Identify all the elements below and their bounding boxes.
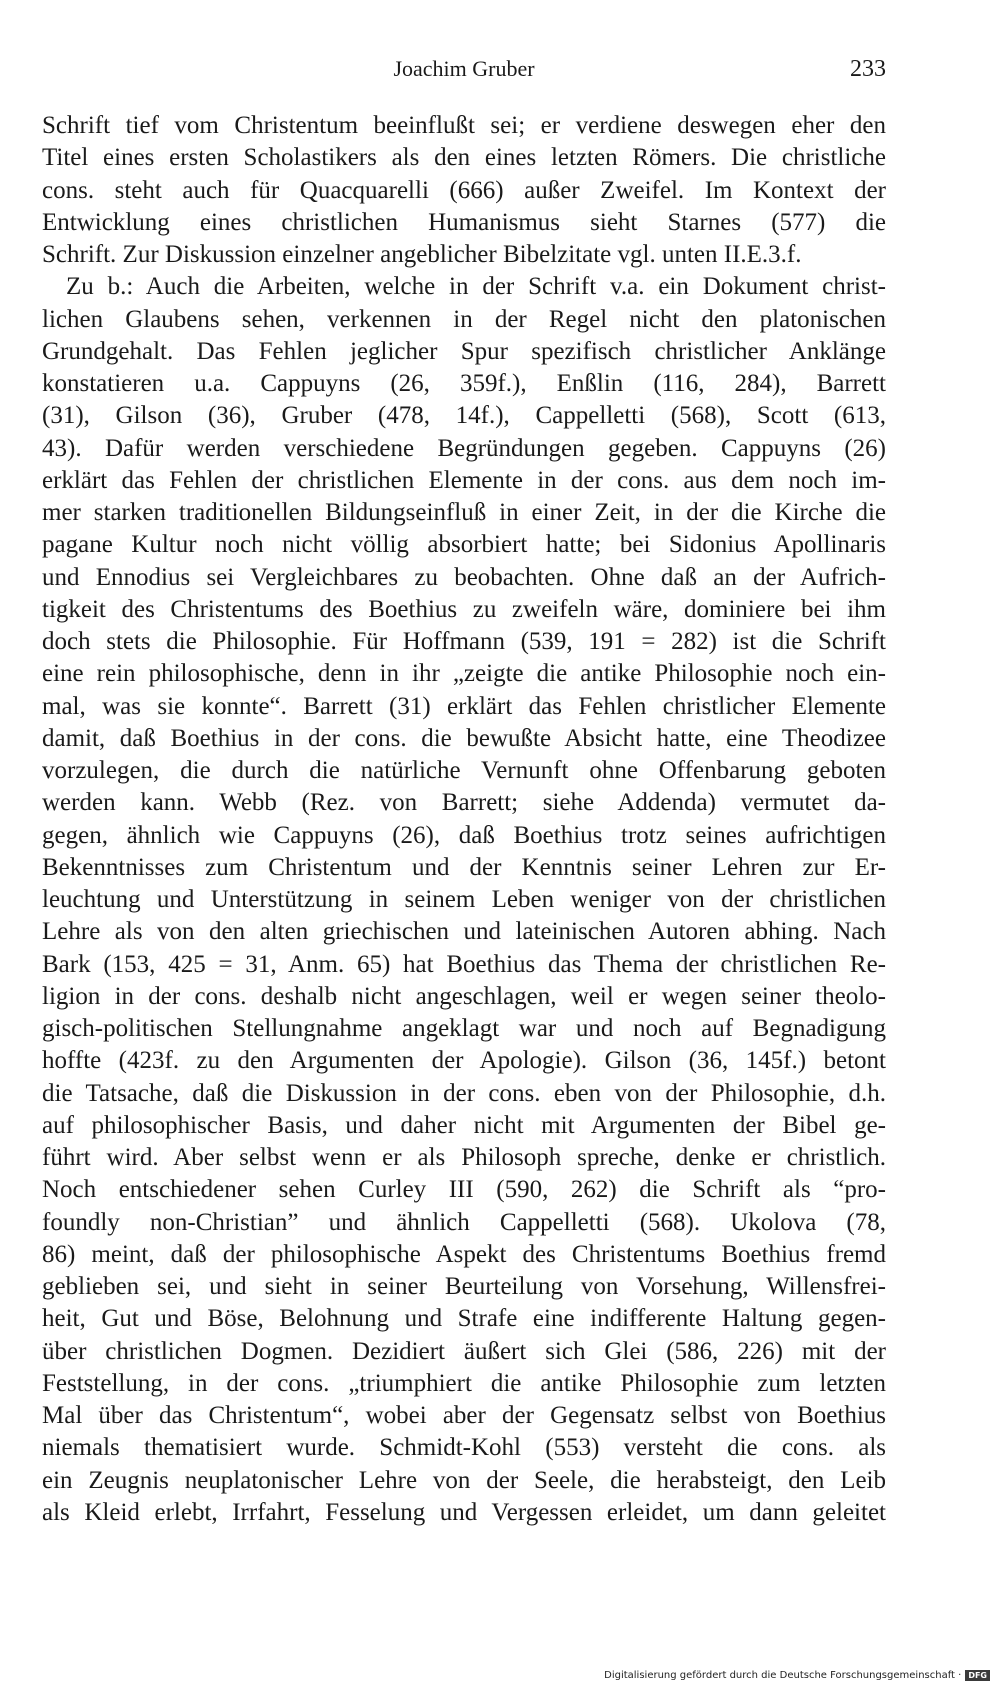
- text-line: Schrift tief vom Christentum beeinflußt sei; er verdiene deswegen eher den: [42, 112, 886, 139]
- text-line: gegen, ähnlich wie Cappuyns (26), daß Boethius trotz seines aufrichtigen: [42, 821, 886, 849]
- text-line: Entwicklung eines christlichen Humanismus sieht Starnes (577) die: [42, 208, 886, 236]
- text-line: mer starken traditionellen Bildungseinfluß in einer Zeit, in der die Kirche die: [42, 499, 886, 526]
- text-line: doch stets die Philosophie. Für Hoffmann (539, 191 = 282) ist die Schrift: [42, 628, 886, 655]
- text-line: Zu b.: Auch die Arbeiten, welche in der Schrift v.a. ein Dokument christ-: [66, 273, 886, 301]
- text-line: mal, was sie konnte“. Barrett (31) erklärt das Fehlen christlicher Elemente: [42, 692, 886, 720]
- page-number: 233: [850, 56, 886, 82]
- text-line: als Kleid erlebt, Irrfahrt, Fesselung und Vergessen erleidet, um dann geleitet: [42, 1498, 886, 1526]
- page-header: [42, 52, 886, 92]
- text-line: 43). Dafür werden verschiedene Begründungen gegeben. Cappuyns (26): [42, 434, 886, 462]
- text-line: Feststellung, in der cons. „triumphiert die antike Philosophie zum letzten: [42, 1369, 886, 1397]
- text-line: ligion in der cons. deshalb nicht angeschlagen, weil er wegen seiner theolo-: [42, 982, 886, 1010]
- dfg-logo: DFG: [965, 1670, 990, 1681]
- text-line: erklärt das Fehlen der christlichen Elemente in der cons. aus dem noch im-: [42, 466, 886, 494]
- text-line: die Tatsache, daß die Diskussion in der cons. eben von der Philosophie, d.h.: [42, 1079, 886, 1107]
- text-line: (31), Gilson (36), Gruber (478, 14f.), Cappelletti (568), Scott (613,: [42, 402, 886, 430]
- text-line: hoffte (423f. zu den Argumenten der Apologie). Gilson (36, 145f.) betont: [42, 1047, 886, 1075]
- digitization-footer: [604, 1670, 990, 1681]
- text-line: und Ennodius sei Vergleichbares zu beobachten. Ohne daß an der Aufrich-: [42, 563, 886, 591]
- text-line: damit, daß Boethius in der cons. die bewußte Absicht hatte, eine Theodizee: [42, 724, 886, 752]
- text-line: heit, Gut und Böse, Belohnung und Strafe eine indifferente Haltung gegen-: [42, 1305, 886, 1333]
- text-line: Lehre als von den alten griechischen und lateinischen Autoren abhing. Nach: [42, 918, 886, 946]
- text-line: cons. steht auch für Quacquarelli (666) außer Zweifel. Im Kontext der: [42, 176, 886, 204]
- text-line: gisch-politischen Stellungnahme angeklagt war und noch auf Begnadigung: [42, 1015, 886, 1042]
- text-line: Grundgehalt. Das Fehlen jeglicher Spur spezifisch christlicher Anklänge: [42, 337, 886, 365]
- text-line: Bark (153, 425 = 31, Anm. 65) hat Boethius das Thema der christlichen Re-: [42, 950, 886, 978]
- text-line: ein Zeugnis neuplatonischer Lehre von der Seele, die herabsteigt, den Leib: [42, 1466, 886, 1494]
- text-line: tigkeit des Christentums des Boethius zu zweifeln wäre, dominiere bei ihm: [42, 595, 886, 623]
- text-line: Schrift. Zur Diskussion einzelner angeblicher Bibelzitate vgl. unten II.E.3.f.: [42, 241, 802, 268]
- text-line: geblieben sei, und sieht in seiner Beurteilung von Vorsehung, Willensfrei-: [42, 1273, 886, 1300]
- text-line: Noch entschiedener sehen Curley III (590, 262) die Schrift als “pro-: [42, 1176, 886, 1204]
- body-text: [42, 110, 886, 1529]
- text-line: pagane Kultur noch nicht völlig absorbiert hatte; bei Sidonius Apollinaris: [42, 531, 886, 559]
- text-line: führt wird. Aber selbst wenn er als Philosoph spreche, denke er christlich.: [42, 1144, 886, 1171]
- text-line: lichen Glaubens sehen, verkennen in der Regel nicht den platonischen: [42, 305, 886, 333]
- text-line: konstatieren u.a. Cappuyns (26, 359f.), Enßlin (116, 284), Barrett: [42, 370, 886, 397]
- text-line: über christlichen Dogmen. Dezidiert äußert sich Glei (586, 226) mit der: [42, 1337, 886, 1365]
- text-line: auf philosophischer Basis, und daher nicht mit Argumenten der Bibel ge-: [42, 1111, 886, 1139]
- text-line: leuchtung und Unterstützung in seinem Leben weniger von der christlichen: [42, 886, 886, 913]
- text-line: vorzulegen, die durch die natürliche Vernunft ohne Offenbarung geboten: [42, 757, 886, 784]
- text-line: eine rein philosophische, denn in ihr „zeigte die antike Philosophie noch ein-: [42, 660, 886, 688]
- running-head: Joachim Gruber: [393, 56, 535, 81]
- text-line: Titel eines ersten Scholastikers als den eines letzten Römers. Die christliche: [42, 144, 886, 172]
- footer-text: Digitalisierung gefördert durch die Deutsche Forschungsgemeinschaft ·: [604, 1670, 962, 1681]
- text-line: niemals thematisiert wurde. Schmidt-Kohl (553) versteht die cons. als: [42, 1434, 886, 1462]
- text-line: 86) meint, daß der philosophische Aspekt des Christentums Boethius fremd: [42, 1240, 886, 1268]
- text-line: Mal über das Christentum“, wobei aber der Gegensatz selbst von Boethius: [42, 1402, 886, 1429]
- text-line: Bekenntnisses zum Christentum und der Kenntnis seiner Lehren zur Er-: [42, 853, 886, 881]
- text-line: werden kann. Webb (Rez. von Barrett; siehe Addenda) vermutet da-: [42, 789, 886, 817]
- text-line: foundly non-Christian” und ähnlich Cappelletti (568). Ukolova (78,: [42, 1208, 886, 1236]
